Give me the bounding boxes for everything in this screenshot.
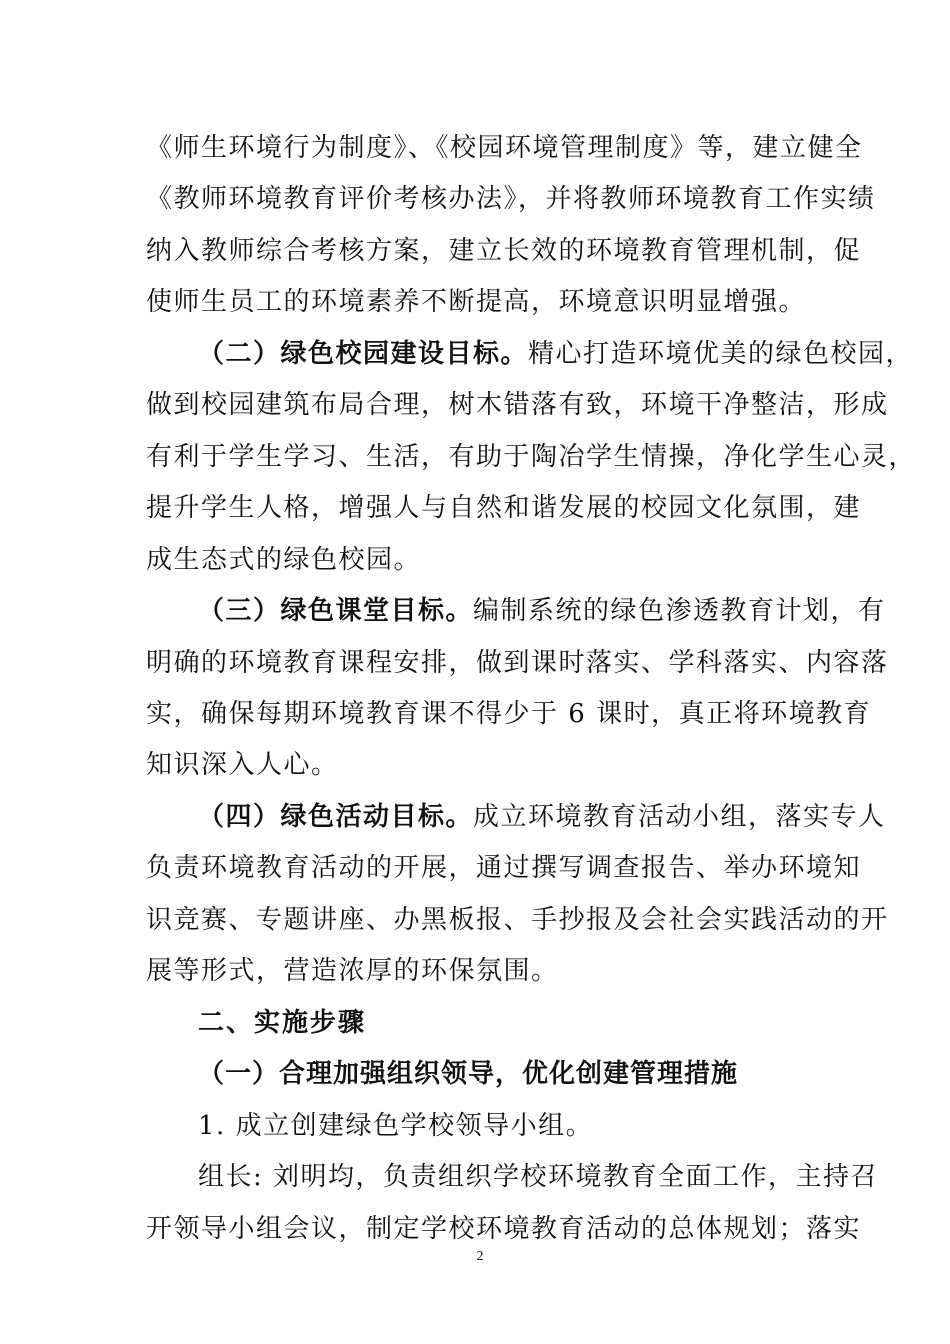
body-text-line: 展等形式，营造浓厚的环保氛围。 bbox=[146, 956, 559, 986]
body-text-line: 做到校园建筑布局合理，树木错落有致，环境干净整洁，形成 bbox=[146, 390, 889, 420]
body-text-line: 实，确保每期环境教育课不得少于 6 课时，真正将环境教育 bbox=[146, 699, 872, 729]
body-text-line: 成生态式的绿色校园。 bbox=[146, 545, 422, 575]
body-text-line: 知识深入人心。 bbox=[146, 750, 339, 780]
list-item: 1. 成立创建绿色学校领导小组。 bbox=[198, 1111, 594, 1141]
goal-4-first-line bbox=[198, 802, 886, 832]
body-text-line: 《教师环境教育评价考核办法》，并将教师环境教育工作实绩 bbox=[146, 184, 876, 214]
body-text-line: 使师生员工的环境素养不断提高，环境意识明显增强。 bbox=[146, 287, 807, 317]
body-text-line: 明确的环境教育课程安排，做到课时落实、学科落实、内容落 bbox=[146, 648, 889, 678]
goal-3-first-line-text: 编制系统的绿色渗透教育计划，有 bbox=[473, 596, 886, 626]
goal-2-first-line-text: 精心打造环境优美的绿色校园， bbox=[528, 339, 914, 369]
body-text-line: 负责环境教育活动的开展，通过撰写调查报告、举办环境知 bbox=[146, 853, 862, 883]
body-text-line: 组长: 刘明均，负责组织学校环境教育全面工作，主持召 bbox=[198, 1162, 879, 1192]
body-text-line: 识竞赛、专题讲座、办黑板报、手抄报及会社会实践活动的开 bbox=[146, 905, 889, 935]
goal-2-first-line bbox=[198, 339, 914, 369]
goal-3-title: （三）绿色课堂目标。 bbox=[198, 596, 474, 626]
page-number: 2 bbox=[476, 1249, 484, 1264]
subsection-heading: （一）合理加强组织领导，优化创建管理措施 bbox=[198, 1059, 739, 1089]
goal-4-title: （四）绿色活动目标。 bbox=[198, 802, 474, 832]
goal-2-title: （二）绿色校园建设目标。 bbox=[198, 339, 529, 369]
body-text-line: 开领导小组会议，制定学校环境教育活动的总体规划；落实 bbox=[146, 1214, 862, 1244]
goal-3-first-line bbox=[198, 596, 886, 626]
body-text-line: 提升学生人格，增强人与自然和谐发展的校园文化氛围，建 bbox=[146, 493, 862, 523]
body-text-line: 有利于学生学习、生活，有助于陶冶学生情操，净化学生心灵， bbox=[146, 442, 917, 472]
goal-4-first-line-text: 成立环境教育活动小组，落实专人 bbox=[473, 802, 886, 832]
section-heading: 二、实施步骤 bbox=[198, 1008, 367, 1038]
body-text-line: 纳入教师综合考核方案，建立长效的环境教育管理机制，促 bbox=[146, 236, 862, 266]
body-text-line: 《师生环境行为制度》、《校园环境管理制度》等，建立健全 bbox=[146, 133, 863, 163]
